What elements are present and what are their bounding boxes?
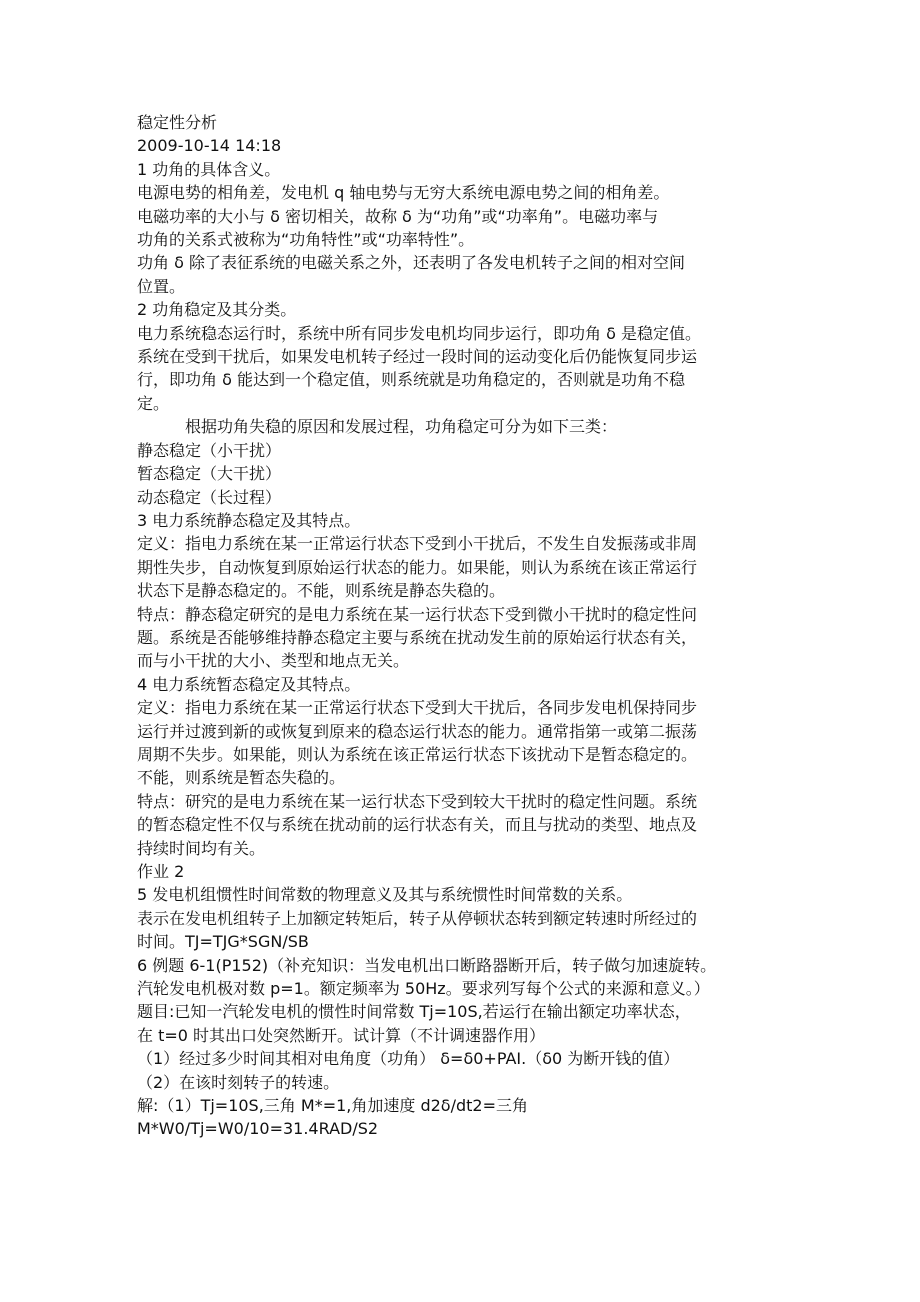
paragraph-line: 定义：指电力系统在某一正常运行状态下受到小干扰后，不发生自发振荡或非周: [137, 534, 698, 554]
paragraph-line: 题。系统是否能够维持静态稳定主要与系统在扰动发生前的原始运行状态有关，: [137, 627, 698, 647]
list-item: 暂态稳定（大干扰）: [137, 464, 282, 484]
paragraph-line: 持续时间均有关。: [137, 838, 266, 858]
paragraph-line: 功角的关系式被称为“功角特性”或“功率特性”。: [137, 230, 475, 250]
paragraph-line: 题目:已知一汽轮发电机的惯性时间常数 Tj=10S,若运行在输出额定功率状态，: [137, 1002, 691, 1022]
paragraph-line: 定义：指电力系统在某一正常运行状态下受到大干扰后，各同步发电机保持同步: [137, 698, 698, 718]
paragraph-line: 特点：静态稳定研究的是电力系统在某一运行状态下受到微小干扰时的稳定性问: [137, 604, 698, 624]
paragraph-line: 状态下是静态稳定的。不能，则系统是静态失稳的。: [137, 581, 506, 601]
paragraph-line: 电源电势的相角差，发电机 q 轴电势与无穷大系统电源电势之间的相角差。: [137, 183, 670, 203]
section-heading-3: 3 电力系统静态稳定及其特点。: [137, 510, 361, 530]
paragraph-line: 行，即功角 δ 能达到一个稳定值，则系统就是功角稳定的，否则就是功角不稳: [137, 370, 685, 390]
section-heading-2: 2 功角稳定及其分类。: [137, 300, 297, 320]
paragraph-line: M*W0/Tj=W0/10=31.4RAD/S2: [137, 1119, 379, 1139]
paragraph-line: 周期不失步。如果能，则认为系统在该正常运行状态下该扰动下是暂态稳定的。: [137, 744, 698, 764]
paragraph-line: 时间。TJ=TJG*SGN/SB: [137, 932, 309, 952]
section-heading-6: 6 例题 6-1(P152)（补充知识：当发电机出口断路器断开后，转子做匀加速旋转。: [137, 955, 717, 975]
list-item: 动态稳定（长过程）: [137, 487, 282, 507]
paragraph-line-indented: 根据功角失稳的原因和发展过程，功角稳定可分为如下三类：: [185, 417, 618, 437]
paragraph-line: 而与小干扰的大小、类型和地点无关。: [137, 651, 410, 671]
paragraph-line: 功角 δ 除了表征系统的电磁关系之外，还表明了各发电机转子之间的相对空间: [137, 253, 685, 273]
paragraph-line: 不能，则系统是暂态失稳的。: [137, 768, 346, 788]
section-heading-5: 5 发电机组惯性时间常数的物理意义及其与系统惯性时间常数的关系。: [137, 885, 633, 905]
document-page: [137, 111, 787, 1141]
homework-heading: 作业 2: [137, 862, 185, 881]
paragraph-line: 解:（1）Tj=10S,三角 M*=1,角加速度 d2δ/dt2=三角: [137, 1096, 528, 1116]
paragraph-line: 运行并过渡到新的或恢复到原来的稳态运行状态的能力。通常指第一或第二振荡: [137, 721, 698, 741]
section-heading-4: 4 电力系统暂态稳定及其特点。: [137, 674, 361, 694]
paragraph-line: 表示在发电机组转子上加额定转矩后，转子从停顿状态转到额定转速时所经过的: [137, 908, 698, 928]
paragraph-line: 的暂态稳定性不仅与系统在扰动前的运行状态有关，而且与扰动的类型、地点及: [137, 815, 698, 835]
section-heading-1: 1 功角的具体含义。: [137, 159, 281, 179]
paragraph-line: 特点：研究的是电力系统在某一运行状态下受到较大干扰时的稳定性问题。系统: [137, 791, 698, 811]
paragraph-line: 电磁功率的大小与 δ 密切相关，故称 δ 为“功角”或“功率角”。电磁功率与: [137, 206, 659, 226]
paragraph-line: 汽轮发电机极对数 p=1。额定频率为 50Hz。要求列写每个公式的来源和意义。）: [137, 979, 710, 999]
list-item: 静态稳定（小干扰）: [137, 440, 282, 460]
paragraph-line: （1）经过多少时间其相对电角度（功角） δ=δ0+PAI.（δ0 为断开钱的值）: [137, 1049, 680, 1069]
paragraph-line: 系统在受到干扰后，如果发电机转子经过一段时间的运动变化后仍能恢复同步运: [137, 347, 698, 367]
paragraph-line: 定。: [137, 393, 170, 413]
paragraph-line: （2）在该时刻转子的转速。: [137, 1072, 340, 1092]
paragraph-line: 电力系统稳态运行时，系统中所有同步发电机均同步运行，即功角 δ 是稳定值。: [137, 323, 701, 343]
paragraph-line: 位置。: [137, 276, 186, 296]
document-timestamp: 2009-10-14 14:18: [137, 136, 282, 156]
document-title: 稳定性分析: [137, 113, 218, 132]
paragraph-line: 期性失步，自动恢复到原始运行状态的能力。如果能，则认为系统在该正常运行: [137, 557, 698, 577]
paragraph-line: 在 t=0 时其出口处突然断开。试计算（不计调速器作用）: [137, 1025, 546, 1045]
